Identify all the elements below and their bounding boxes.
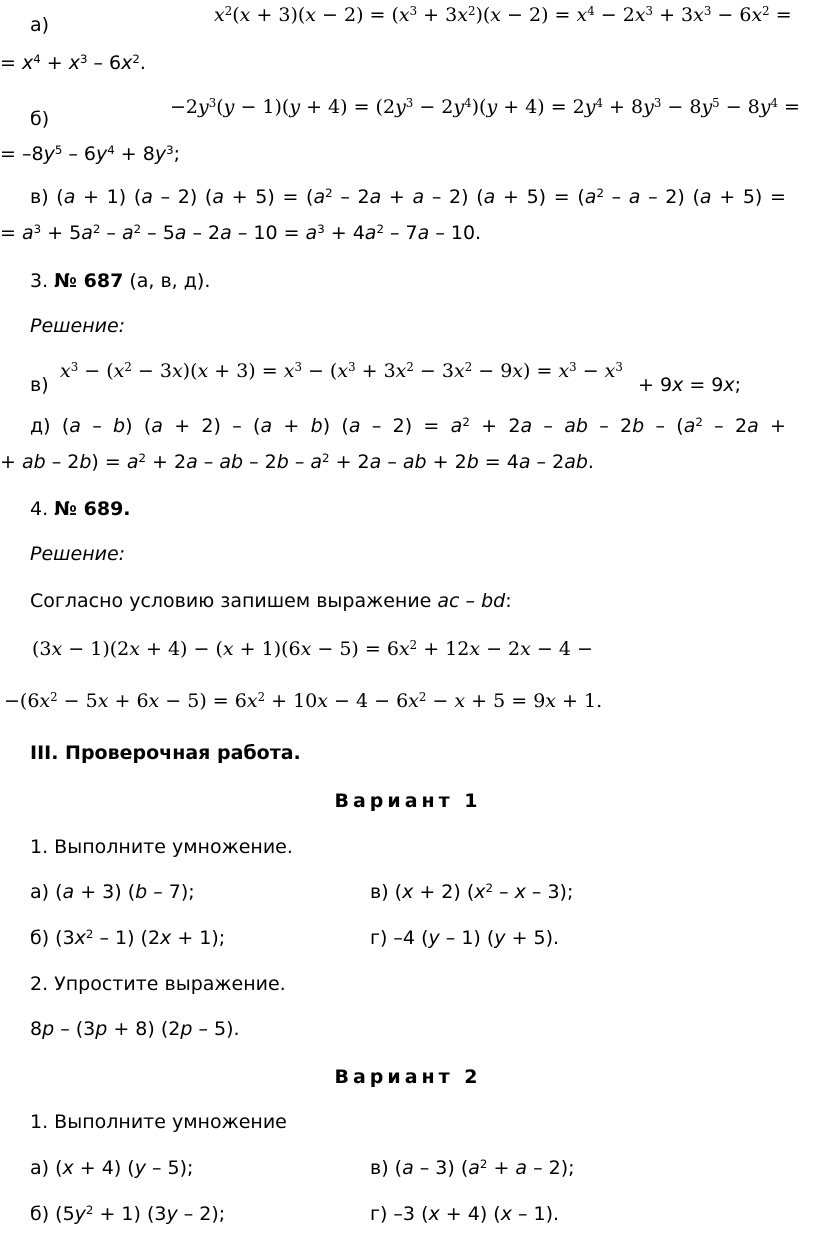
variant2-q1-b: б) $(5y^2 + 1)$ (3y – 2); [30, 1203, 226, 1225]
variant2-title: Вариант 2 [334, 1066, 482, 1088]
formula-687v-tail: + 9x = 9x; [638, 374, 742, 396]
task4-intro: Согласно условию запишем выражение ac – bd: [30, 590, 512, 612]
formula-687d-line2: + ab – $2b) = a^2 + 2a$ – ab – $2b - a^2 + 2a$ – ab + 2b = 4a – 2ab. [0, 451, 594, 473]
task4-heading: 4. № 689. [30, 498, 131, 520]
variant1-q1-g: г) –4 (y – 1) (y + 5). [370, 927, 560, 949]
formula-v-line2: = $a^3 + 5a^2 - a^2 - 5a - 2a - 10 = a^3 + 4a^2 - 7a - 10$. [0, 222, 482, 244]
formula-689-line1: $(3x - 1)(2x + 4) - (x + 1)(6x - 5) = 6x^2 + 12x - 2x - 4$ − [32, 638, 593, 660]
variant1-q2-expr: 8p – (3p + 8) (2p – 5). [30, 1018, 240, 1040]
variant2-q1-a: а) (x + 4) (y – 5); [30, 1157, 194, 1179]
variant2-q1: 1. Выполните умножение [30, 1111, 287, 1133]
item-label-v: в) [30, 374, 49, 396]
task3-heading: 3. № 687 (а, в, д). [30, 270, 211, 292]
variant1-q1-a: а) (a + 3) (b – 7); [30, 881, 195, 903]
variant1-title: Вариант 1 [334, 790, 482, 812]
variant1-q2: 2. Упростите выражение. [30, 973, 286, 995]
formula-b: $-2y^3(y - 1)(y + 4) = (2y^3 - 2y^4)(y + 4) = 2y^4 + 8y^3 - 8y^5 - 8y^4$ = [170, 96, 800, 118]
formula-687d-line1: д) (a – b) (a + 2) – (a + b) $(a - 2) = a^2 + 2a$ – ab – $2b - (a^2 - 2a$ + [30, 415, 786, 437]
variant1-q1: 1. Выполните умножение. [30, 836, 293, 858]
formula-a-result: = $x^4 + x^3 - 6x^2$. [0, 52, 146, 74]
formula-a: $x^2(x + 3)(x - 2) = (x^3 + 3x^2)(x - 2) = x^4 - 2x^3 + 3x^3 - 6x^2$ = [214, 4, 792, 26]
variant2-q1-g: г) –3 (x + 4) (x – 1). [370, 1203, 560, 1225]
formula-687v: $x^3 - (x^2 - 3x)(x + 3) = x^3 - (x^3 + 3x^2 - 3x^2 - 9x) = x^3 - x^3$ [60, 360, 623, 382]
item-label-a: а) [30, 14, 50, 36]
section-title: III. Проверочная работа. [30, 742, 301, 764]
solution-label-1: Решение: [30, 315, 126, 337]
formula-689-line2: $-(6x^2 - 5x + 6x - 5) = 6x^2 + 10x - 4 - 6x^2 - x + 5 = 9x + 1$. [4, 690, 603, 712]
variant2-q1-v: в) (a – 3) $(a^2 + a - 2)$; [370, 1157, 575, 1179]
variant1-q1-v: в) (x + 2) ($x^2$ – x – 3); [370, 881, 574, 903]
formula-b-result: = $-8y^5 - 6y^4 + 8y^3$; [0, 143, 180, 165]
variant1-q1-b: б) $(3x^2 - 1) (2x + 1)$; [30, 927, 226, 949]
solution-label-2: Решение: [30, 543, 126, 565]
formula-v-line1: в) (a + 1) (a – 2) $(a + 5) = (a^2 - 2a + a - 2) (a + 5) = (a^2 - a - 2) (a + 5)$ = [30, 186, 786, 208]
item-label-b: б) [30, 108, 50, 130]
